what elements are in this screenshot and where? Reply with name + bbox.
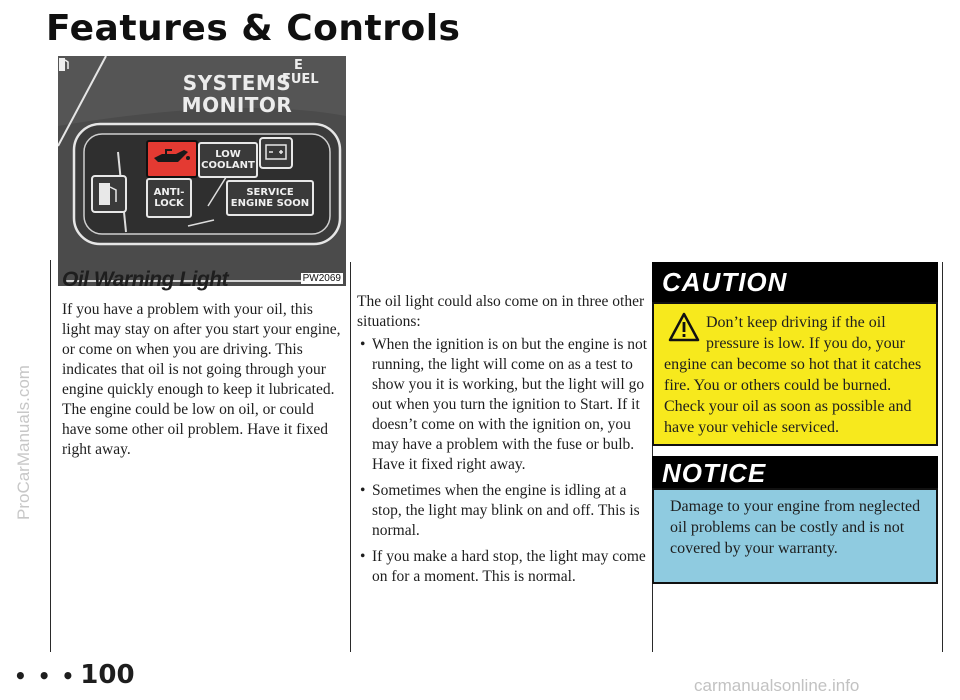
warning-triangle-icon: [668, 312, 700, 342]
notice-text: Damage to your engine from neglected oil problems can be costly and is not covered by your warranty.: [670, 498, 921, 557]
systems-monitor-illustration: [58, 56, 346, 286]
column-rule-middle: [350, 262, 351, 652]
oil-warning-heading: Oil Warning Light: [62, 268, 229, 291]
column-rule-left: [50, 260, 51, 652]
page-number: 100: [80, 660, 135, 690]
oil-warning-lamp: [146, 140, 198, 178]
page-number-block: [14, 660, 135, 690]
notice-header: NOTICE: [652, 456, 938, 490]
systems-monitor-label: SYSTEMS MONITOR: [181, 71, 293, 117]
fuel-gauge-label: FUEL: [282, 72, 319, 87]
caution-text: Don’t keep driving if the oil pressure is low. If you do, your engine can become so hot that it catches fire. You or others could be burned. Check your oil as soon as possible and have your vehicle serviced.: [664, 314, 922, 436]
low-coolant-lamp: LOW COOLANT: [198, 142, 258, 178]
column-rule-far-right: [942, 262, 943, 652]
situations-list: [357, 335, 649, 587]
page-title: Features & Controls: [46, 8, 461, 49]
other-situations-section: [357, 292, 649, 593]
fuel-gauge-empty-mark: E: [294, 58, 303, 73]
notice-box: [652, 488, 938, 584]
service-engine-soon-lamp: SERVICE ENGINE SOON: [226, 180, 314, 216]
oil-can-icon: [148, 142, 192, 172]
caution-header: CAUTION: [652, 262, 938, 302]
list-item: • When the ignition is on but the engine is not running, the light will come on as a test to show you it is working, but the light will go out when you turn the ignition to Start. If it doesn’t come on with the ignition on, you may have a problem with the fuse or bulb. Have it fixed right away.: [357, 335, 649, 475]
oil-warning-paragraph: If you have a problem with your oil, this light may stay on after you start your engine, or come on when you are driving. This indicates that oil is not going through your engine quickly enough to keep it lubricated. The engine could be low on oil, or could have some other oil problem. Have it fixed right away.: [62, 301, 341, 458]
fuel-pump-icon: [58, 56, 70, 72]
oil-warning-section: [62, 268, 344, 460]
list-item: • Sometimes when the engine is idling at a stop, the light may blink on and off. This is normal.: [357, 481, 649, 541]
anti-lock-lamp: ANTI- LOCK: [146, 178, 192, 218]
list-item: • If you make a hard stop, the light may come on for a moment. This is normal.: [357, 547, 649, 587]
footer-watermark: carmanualsonline.info: [694, 676, 860, 695]
situations-intro: The oil light could also come on in three other situations:: [357, 293, 645, 330]
illustration-code: PW2069: [302, 273, 341, 284]
page-dots: • • •: [14, 664, 77, 688]
side-watermark-text: ProCarManuals.com: [14, 365, 33, 520]
caution-box: [652, 302, 938, 446]
